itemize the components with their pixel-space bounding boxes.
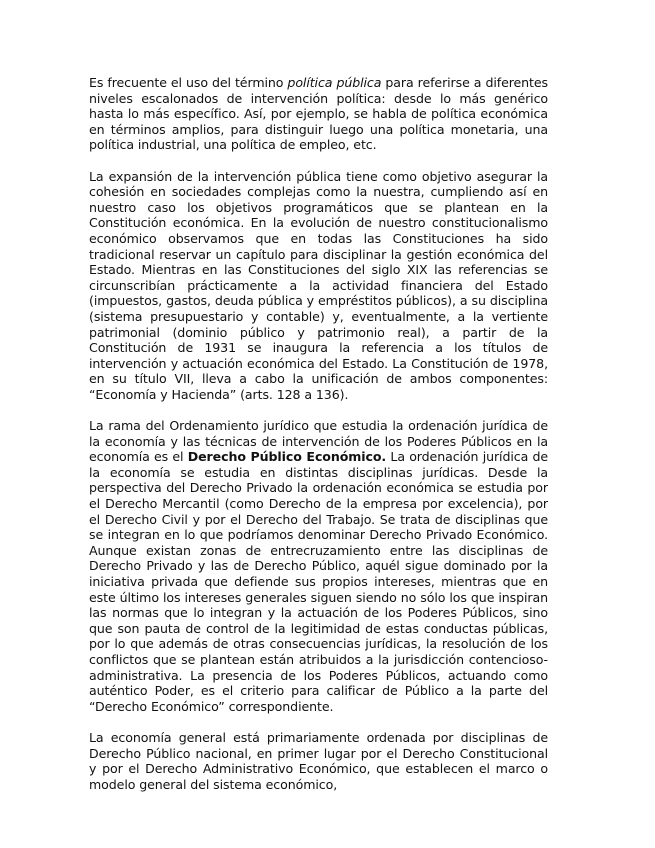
- paragraph-4: [89, 730, 548, 792]
- text-segment: Es frecuente el uso del término: [89, 75, 288, 90]
- text-segment: para referirse a diferentes niveles escalonados de intervención política: desde lo más genérico hasta lo más específico. Así, por ejemplo, se habla de política económica en términos amplios, para distinguir luego una política monetaria, una política industrial, una política de empleo, etc.: [89, 75, 549, 153]
- text-segment: La economía general está primariamente ordenada por disciplinas de Derecho Público nacional, en primer lugar por el Derecho Constitucional y por el Derecho Administrativo Económico, que establecen el marco o modelo general del sistema económico,: [89, 729, 548, 792]
- text-segment-bold: Derecho Público Económico.: [187, 449, 387, 465]
- text-segment-italic: política pública: [287, 75, 382, 90]
- text-segment: La expansión de la intervención pública tiene como objetivo asegurar la cohesión en sociedades complejas como la nuestra, cumpliendo así en nuestro caso los objetivos programáticos que se plantean en la Constitución económica. En la evolución de nuestro constitucionalismo económico observamos que en todas las Constituciones ha sido tradicional reservar un capítulo para disciplinar la gestión económica del Estado. Mientras en las Constituciones del siglo XIX las referencias se circunscribían prácticamente a la actividad financiera del Estado (impuestos, gastos, deuda pública y empréstitos públicos), a su disciplina (sistema presupuestario y contable) y, eventualmente, a la vertiente patrimonial (dominio público y patrimonio real), a partir de la Constitución de 1931 se inaugura la referencia a los títulos de intervención y actuación económica del Estado. La Constitución de 1978, en su título VII, lleva a cabo la unificación de ambos componentes: “Economía y Hacienda” (arts. 128 a 136).: [89, 168, 548, 402]
- document-page: [89, 75, 548, 808]
- paragraph-2: [89, 169, 548, 403]
- text-segment: La rama del Ordenamiento jurídico que estudia la ordenación jurídica de la economía y las técnicas de intervención de los Poderes Públicos en la economía es el: [89, 418, 548, 465]
- paragraph-1: [89, 75, 548, 153]
- text-segment: La ordenación jurídica de la economía se estudia en distintas disciplinas jurídicas. Desde la perspectiva del Derecho Privado la ordenación económica se estudia por el Derecho Mercantil (como Derecho de la empresa por excelencia), por el Derecho Civil y por el Derecho del Trabajo. Se trata de disciplinas que se integran en lo que podríamos denominar Derecho Privado Económico. Aunque existan zonas de entrecruzamiento entre las disciplinas de Derecho Privado y las de Derecho Público, aquél sigue dominado por la iniciativa privada que defiende sus propios intereses, mientras que en este último los intereses generales siguen siendo no sólo los que inspiran las normas que lo integran y la actuación de los Poderes Públicos, sino que son pauta de control de la legitimidad de estas conductas públicas, por lo que además de otras consecuencias jurídicas, la resolución de los conflictos que se plantean están atribuidos a la jurisdicción contencioso-administrativa. La presencia de los Poderes Públicos, actuando como auténtico Poder, es el criterio para calificar de Público a la parte del “Derecho Económico” correspondiente.: [89, 449, 548, 714]
- paragraph-3: [89, 418, 548, 714]
